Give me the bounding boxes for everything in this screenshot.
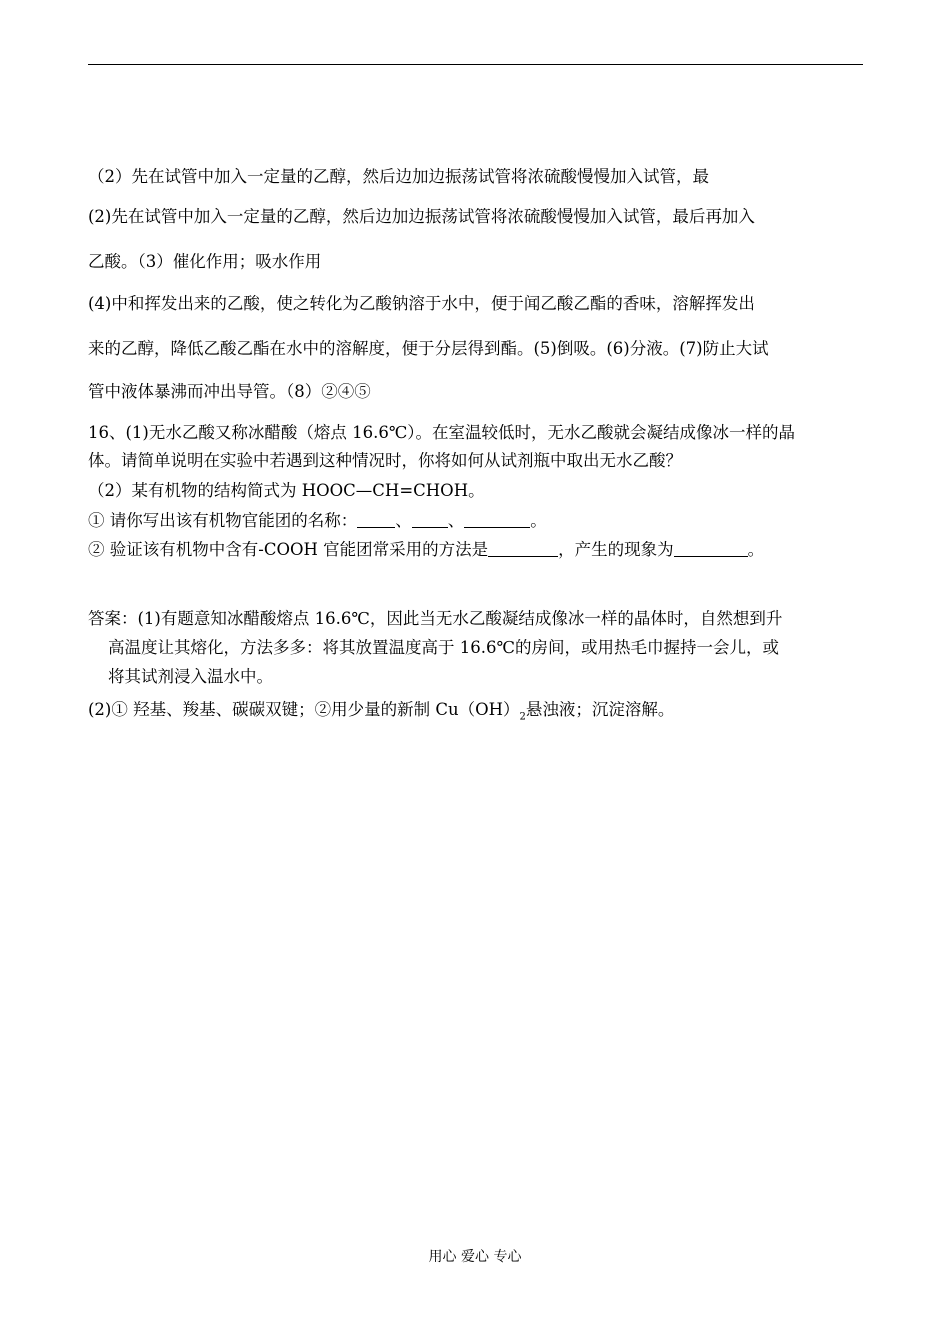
question-text: ① 请你写出该有机物官能团的名称： xyxy=(88,511,358,530)
text-line: (4)中和挥发出来的乙酸，使之转化为乙酸钠溶于水中，便于闻乙酸乙酯的香味，溶解挥发出 xyxy=(88,294,755,313)
header-rule xyxy=(88,64,863,65)
separator: 、 xyxy=(447,511,465,530)
question-text: ② 验证该有机物中含有-COOH 官能团常采用的方法是 xyxy=(88,540,489,559)
line-end: 。 xyxy=(747,540,765,559)
answer-line: 答案：(1)有题意知冰醋酸熔点 16.6℃，因此当无水乙酸凝结成像冰一样的晶体时，自然想到升 xyxy=(88,609,783,628)
answer-text: 悬浊液；沉淀溶解。 xyxy=(525,700,675,719)
line-end: 。 xyxy=(530,511,547,530)
subscript: 2 xyxy=(519,711,526,723)
answer-blank-5 xyxy=(674,540,748,557)
answer-line: 高温度让其熔化，方法多多：将其放置温度高于 16.6℃的房间，或用热毛巾握持一会儿，或 xyxy=(108,638,779,657)
page-footer: 用心 爱心 专心 xyxy=(428,1249,522,1265)
text-line: 管中液体暴沸而冲出导管。（8）②④⑤ xyxy=(88,382,371,401)
text-line: （2）先在试管中加入一定量的乙醇，然后边加边振荡试管将浓硫酸慢慢加入试管，最 xyxy=(88,167,709,186)
answer-line: 将其试剂浸入温水中。 xyxy=(108,667,273,686)
answer-blank-2 xyxy=(412,511,448,528)
question-line-blanks xyxy=(88,539,764,561)
text-line: 来的乙醇，降低乙酸乙酯在水中的溶解度，便于分层得到酯。(5)倒吸。(6)分液。(7)防止大试 xyxy=(88,339,769,358)
question-text: ，产生的现象为 xyxy=(558,540,674,559)
answer-blank-3 xyxy=(464,511,530,528)
answer-blank-1 xyxy=(357,511,395,528)
question-line: 16、(1)无水乙酸又称冰醋酸（熔点 16.6℃）。在室温较低时，无水乙酸就会凝结成像冰一样的晶 xyxy=(88,423,796,442)
text-line: 乙酸。（3）催化作用；吸水作用 xyxy=(88,252,322,271)
answer-text: (2)① 羟基、羧基、碳碳双键；②用少量的新制 Cu（OH） xyxy=(88,700,520,719)
text-line: (2)先在试管中加入一定量的乙醇，然后边加边振荡试管将浓硫酸慢慢加入试管，最后再加入 xyxy=(88,207,755,226)
question-line: 体。请简单说明在实验中若遇到这种情况时，你将如何从试剂瓶中取出无水乙酸？ xyxy=(88,451,682,470)
answer-blank-4 xyxy=(488,540,558,557)
separator: 、 xyxy=(395,511,412,530)
answer-line xyxy=(88,699,674,728)
question-line: （2）某有机物的结构简式为 HOOC—CH=CHOH。 xyxy=(88,481,485,500)
question-line-blanks xyxy=(88,510,547,532)
